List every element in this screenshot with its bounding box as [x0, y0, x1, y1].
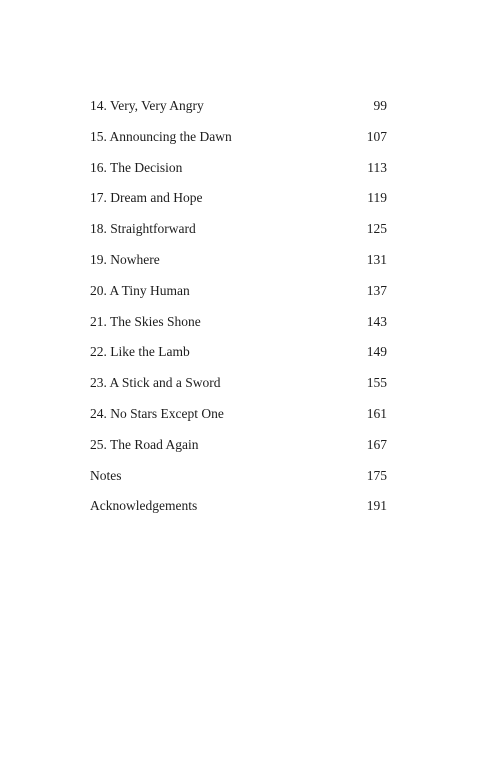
toc-entry-page: 107 — [366, 128, 387, 144]
toc-entry — [90, 188, 387, 219]
toc-entry — [90, 312, 387, 343]
toc-entry-page: 143 — [366, 313, 387, 329]
toc-entry-title: 25. The Road Again — [90, 436, 199, 452]
toc-entry-page: 99 — [373, 98, 387, 113]
toc-entry-title: 23. A Stick and a Sword — [90, 375, 221, 391]
toc-entry-page: 191 — [366, 498, 387, 514]
toc-entry-title: 20. A Tiny Human — [90, 282, 190, 298]
table-of-contents — [90, 96, 387, 527]
toc-entry — [90, 373, 387, 404]
toc-entry-title: 16. The Decision — [90, 159, 183, 175]
toc-entry-title: 14. Very, Very Angry — [90, 98, 204, 113]
toc-entry-title: 17. Dream and Hope — [90, 190, 203, 206]
toc-entry-title: 18. Straightforward — [90, 221, 196, 237]
toc-entry-page: 161 — [366, 405, 387, 421]
toc-entry-page: 119 — [367, 190, 387, 206]
toc-entry-page: 149 — [366, 344, 387, 360]
toc-entry — [90, 404, 387, 435]
toc-entry — [90, 127, 387, 158]
toc-entry-page: 155 — [366, 375, 387, 391]
toc-entry-page: 167 — [366, 436, 387, 452]
toc-entry-page: 131 — [366, 251, 387, 267]
toc-entry-notes — [90, 466, 387, 497]
toc-entry-page: 113 — [367, 159, 387, 175]
toc-entry — [90, 342, 387, 373]
toc-entry-title: 24. No Stars Except One — [90, 405, 224, 421]
toc-entry — [90, 281, 387, 312]
toc-entry — [90, 219, 387, 250]
toc-entry-title: Notes — [90, 467, 122, 483]
toc-entry-title: 15. Announcing the Dawn — [90, 128, 232, 144]
toc-entry-title: 19. Nowhere — [90, 251, 160, 267]
toc-entry — [90, 158, 387, 189]
toc-entry-page: 125 — [366, 221, 387, 237]
toc-entry-title: 21. The Skies Shone — [90, 313, 201, 329]
toc-entry — [90, 96, 387, 127]
toc-entry-acknowledgements — [90, 496, 387, 527]
toc-entry — [90, 250, 387, 281]
toc-entry — [90, 435, 387, 466]
toc-entry-page: 175 — [366, 467, 387, 483]
toc-entry-title: 22. Like the Lamb — [90, 344, 190, 360]
toc-entry-title: Acknowledgements — [90, 498, 198, 514]
toc-entry-page: 137 — [366, 282, 387, 298]
